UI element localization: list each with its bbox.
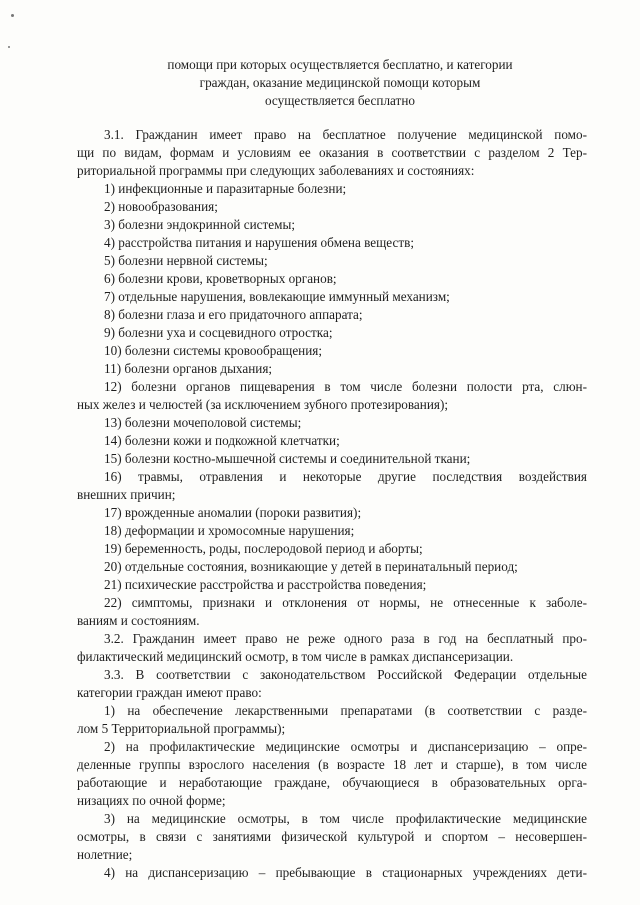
scan-speck xyxy=(11,14,14,17)
section-heading xyxy=(95,56,585,110)
list-item: 15) болезни костно-мышечной системы и соединительной ткани; xyxy=(104,451,471,466)
list-item: 2) новообразования; xyxy=(104,199,218,214)
list-item-continuation: деленные группы взрослого населения (в возрасте 18 лет и старше), в том числе xyxy=(77,757,587,772)
list-item: 1) инфекционные и паразитарные болезни; xyxy=(104,181,347,196)
list-item-continuation: ваниям и состояниям. xyxy=(77,613,200,628)
list-item-continuation: осмотры, в связи с занятиями физической культурой и спортом – несовершен- xyxy=(77,829,587,844)
disease-list xyxy=(77,180,587,630)
scan-speck xyxy=(8,46,10,48)
list-item: 1) на обеспечение лекарственными препаратами (в соответствии с разде- xyxy=(104,703,587,718)
paragraph-3-1 xyxy=(77,126,587,180)
list-item: 12) болезни органов пищеварения в том числе болезни полости рта, слюн- xyxy=(104,379,587,394)
list-item-continuation: работающие и неработающие граждане, обучающиеся в образовательных орга- xyxy=(77,775,587,790)
text-line: категории граждан имеют право: xyxy=(77,685,262,700)
list-item: 7) отдельные нарушения, вовлекающие иммунный механизм; xyxy=(104,289,450,304)
list-item: 21) психические расстройства и расстройства поведения; xyxy=(104,577,427,592)
list-item: 17) врожденные аномалии (пороки развития); xyxy=(104,505,362,520)
text-line: щи по видам, формам и условиям ее оказания в соответствии с разделом 2 Тер- xyxy=(77,145,587,160)
heading-line: граждан, оказание медицинской помощи которым xyxy=(199,75,481,90)
list-item: 11) болезни органов дыхания; xyxy=(104,361,273,376)
list-item: 22) симптомы, признаки и отклонения от нормы, не отнесенные к заболе- xyxy=(104,595,587,610)
list-item-continuation: лом 5 Территориальной программы); xyxy=(77,721,286,736)
list-item: 10) болезни системы кровообращения; xyxy=(104,343,323,358)
paragraph-3-3 xyxy=(77,666,587,702)
document-body xyxy=(77,126,587,882)
text-line: 3.1. Гражданин имеет право на бесплатное получение медицинской помо- xyxy=(104,127,587,142)
heading-line: помощи при которых осуществляется бесплатно, и категории xyxy=(167,57,513,72)
list-item: 4) на диспансеризацию – пребывающие в стационарных учреждениях дети- xyxy=(104,865,587,880)
list-item-continuation: ных желез и челюстей (за исключением зубного протезирования); xyxy=(77,397,449,412)
list-item: 9) болезни уха и сосцевидного отростка; xyxy=(104,325,333,340)
list-item-continuation: нолетние; xyxy=(77,847,133,862)
list-item: 14) болезни кожи и подкожной клетчатки; xyxy=(104,433,340,448)
list-item: 4) расстройства питания и нарушения обмена веществ; xyxy=(104,235,414,250)
text-line: 3.3. В соответствии с законодательством Российской Федерации отдельные xyxy=(104,667,587,682)
list-item: 2) на профилактические медицинские осмотры и диспансеризацию – опре- xyxy=(104,739,587,754)
list-item: 18) деформации и хромосомные нарушения; xyxy=(104,523,355,538)
list-item: 3) болезни эндокринной системы; xyxy=(104,217,296,232)
list-item: 16) травмы, отравления и некоторые другие последствия воздействия xyxy=(104,469,587,484)
list-item: 13) болезни мочеполовой системы; xyxy=(104,415,302,430)
list-item: 3) на медицинские осмотры, в том числе профилактические медицинские xyxy=(104,811,587,826)
list-item: 8) болезни глаза и его придаточного аппарата; xyxy=(104,307,363,322)
list-item: 5) болезни нервной системы; xyxy=(104,253,268,268)
list-item: 20) отдельные состояния, возникающие у детей в перинатальный период; xyxy=(104,559,518,574)
paragraph-3-2 xyxy=(77,630,587,666)
rights-list xyxy=(77,702,587,882)
heading-line: осуществляется бесплатно xyxy=(265,93,415,108)
text-line: 3.2. Гражданин имеет право не реже одного раза в год на бесплатный про- xyxy=(104,631,587,646)
list-item-continuation: внешних причин; xyxy=(77,487,176,502)
list-item: 19) беременность, роды, послеродовой период и аборты; xyxy=(104,541,423,556)
text-line: риториальной программы при следующих заболеваниях и состояниях: xyxy=(77,163,475,178)
list-item-continuation: низациях по очной форме; xyxy=(77,793,226,808)
list-item: 6) болезни крови, кроветворных органов; xyxy=(104,271,337,286)
text-line: филактический медицинский осмотр, в том числе в рамках диспансеризации. xyxy=(77,649,514,664)
